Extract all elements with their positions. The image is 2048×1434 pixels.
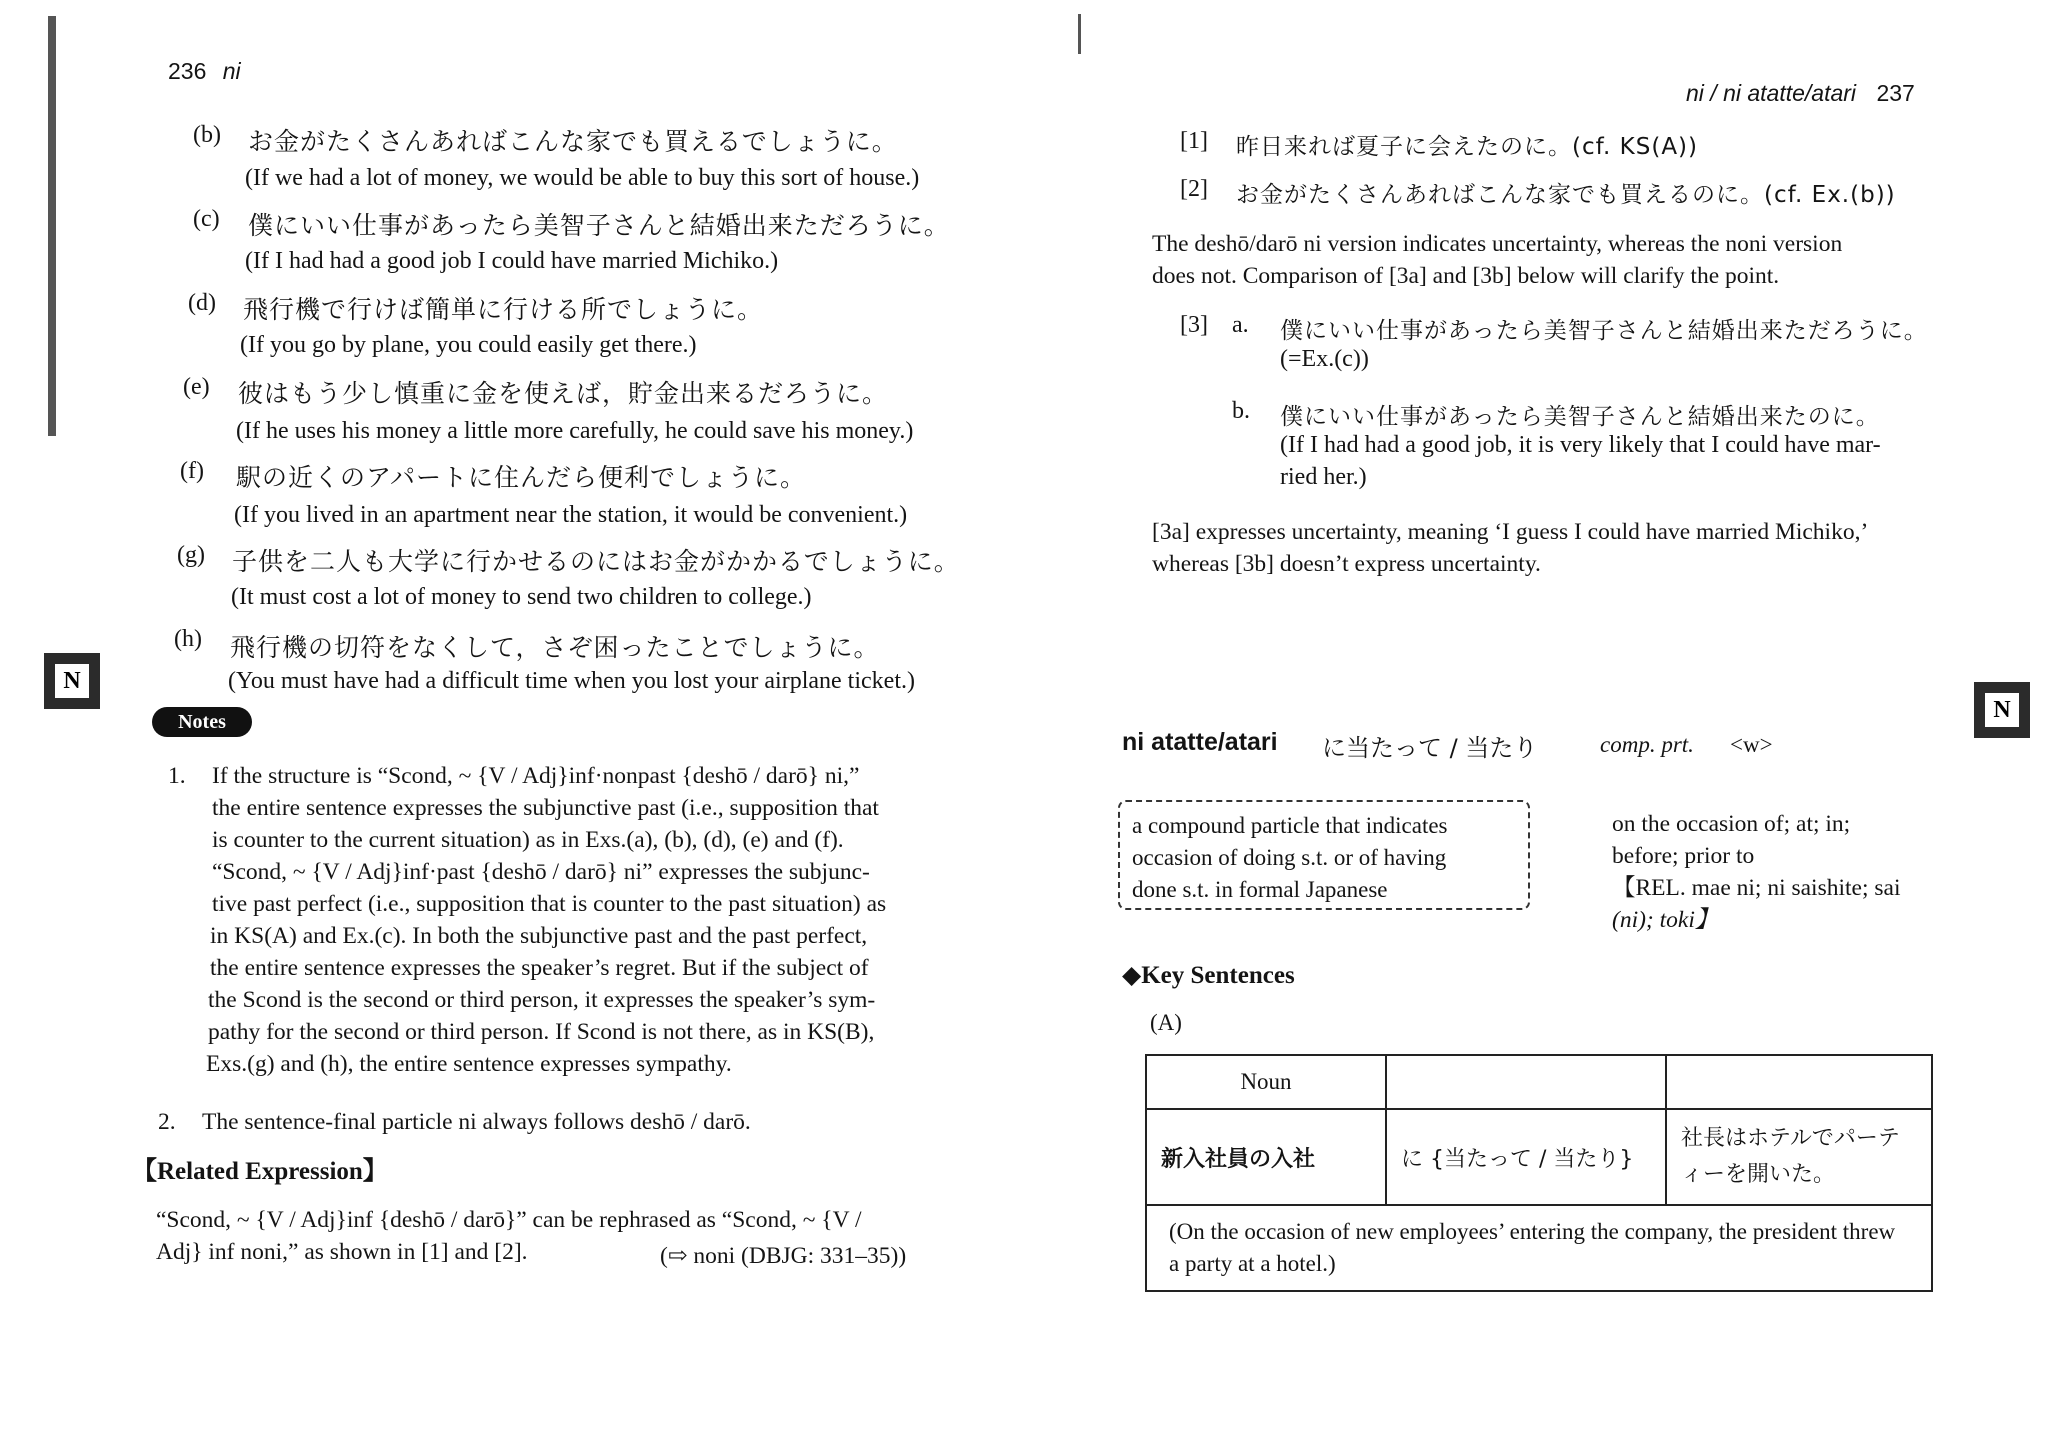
example-english: (If you lived in an apartment near the station, it would be convenient.) (234, 502, 908, 528)
example-japanese: 駅の近くのアパートに住んだら便利でしょうに。 (236, 463, 807, 492)
key-sentence-table (1145, 1054, 1933, 1292)
definition-line: done s.t. in formal Japanese (1132, 877, 1388, 902)
right-page-header (1686, 80, 1915, 107)
note-line: Exs.(g) and (h), the entire sentence expresses sympathy. (206, 1051, 732, 1077)
entry-register: <w> (1730, 732, 1773, 757)
key-sentence-label: (A) (1150, 1010, 1182, 1035)
example-3-label: [3] (1180, 312, 1208, 338)
example-label: (b) (193, 122, 221, 148)
right-page-number: 237 (1876, 80, 1915, 106)
example-1-text: 昨日来れば夏子に会えたのに。(cf. KS(A)) (1236, 134, 1698, 160)
note-1-number: 1. (168, 763, 186, 789)
example-english: (It must cost a lot of money to send two children to college.) (231, 584, 812, 610)
gloss-line: before; prior to (1612, 843, 1755, 869)
definition-line: occasion of doing s.t. or of having (1132, 845, 1447, 870)
notes-badge: Notes (152, 707, 252, 737)
example-3b-english: ried her.) (1280, 464, 1367, 490)
note-line: the entire sentence expresses the subjunctive past (i.e., supposition that (212, 795, 879, 821)
note-line: in KS(A) and Ex.(c). In both the subjunctive past and the past perfect, (210, 923, 868, 949)
note-line: tive past perfect (i.e., supposition that is counter to the past situation) as (212, 891, 887, 917)
example-label: (e) (183, 374, 210, 400)
related-line-1: “Scond, ~ {V / Adj}inf {deshō / darō}” can be rephrased as “Scond, ~ {V / (156, 1207, 862, 1233)
right-running-head: ni / ni atatte/atari (1686, 80, 1857, 106)
right-thumb-tab (1974, 682, 2030, 738)
note-2-text: The sentence-final particle ni always follows deshō / darō. (202, 1109, 751, 1135)
left-thumb-tab (44, 653, 100, 709)
example-label: (d) (188, 290, 216, 316)
example-3a-text: 僕にいい仕事があったら美智子さんと結婚出来ただろうに。 (1280, 318, 1928, 344)
example-english: (If he uses his money a little more carefully, he could save his money.) (236, 418, 914, 444)
note-line: pathy for the second or third person. If Scond is not there, as in KS(B), (208, 1019, 875, 1045)
related-expression-heading: 【Related Expression】 (132, 1158, 388, 1185)
example-2-text: お金がたくさんあればこんな家でも買えるのに。(cf. Ex.(b)) (1236, 182, 1896, 208)
note-line: the entire sentence expresses the speaker’s regret. But if the subject of (210, 955, 869, 981)
gloss-line: on the occasion of; at; in; (1612, 811, 1851, 837)
center-gutter-mark (1078, 14, 1081, 54)
example-label: (f) (180, 458, 204, 484)
example-3a-label: a. (1232, 312, 1249, 338)
entry-part-of-speech: comp. prt. (1600, 732, 1694, 757)
paragraph-2-line: whereas [3b] doesn’t express uncertainty. (1152, 551, 1541, 577)
thumb-tab-letter: N (1985, 693, 2019, 727)
entry-japanese: に当たって / 当たり (1322, 734, 1538, 762)
example-3b-label: b. (1232, 398, 1250, 424)
example-japanese: 彼はもう少し慎重に金を使えば，貯金出来るだろうに。 (238, 379, 889, 408)
example-label: (h) (174, 626, 202, 652)
table-header-cell (1666, 1055, 1932, 1109)
example-1-label: [1] (1180, 128, 1208, 154)
table-cell-particle: に {当たって / 当たり} (1386, 1109, 1666, 1205)
definition-line: a compound particle that indicates (1132, 813, 1448, 838)
table-translation: (On the occasion of new employees’ entering the company, the president threw a party at a hotel.) (1146, 1205, 1932, 1291)
thumb-tab-letter: N (55, 664, 89, 698)
table-row (1146, 1109, 1932, 1205)
left-page-number: 236 (168, 58, 207, 84)
definition-box (1118, 800, 1530, 910)
example-english: (You must have had a difficult time when you lost your airplane ticket.) (228, 668, 915, 694)
table-cell-noun: 新入社員の入社 (1146, 1109, 1386, 1205)
example-3b-text: 僕にいい仕事があったら美智子さんと結婚出来たのに。 (1280, 404, 1880, 430)
example-english: (If we had a lot of money, we would be able to buy this sort of house.) (245, 165, 920, 191)
table-cell-predicate: 社長はホテルでパーティーを開いた。 (1666, 1109, 1932, 1205)
example-english: (If I had had a good job I could have married Michiko.) (245, 248, 779, 274)
related-reference: (⇨ noni (DBJG: 331–35)) (660, 1243, 907, 1269)
example-japanese: 僕にいい仕事があったら美智子さんと結婚出来ただろうに。 (248, 211, 950, 240)
example-english: (If you go by plane, you could easily get there.) (240, 332, 697, 358)
related-entries-line: 【REL. mae ni; ni saishite; sai (1612, 875, 1901, 901)
example-3a-reference: (=Ex.(c)) (1280, 346, 1369, 372)
paragraph-1-line: does not. Comparison of [3a] and [3b] below will clarify the point. (1152, 263, 1780, 289)
note-line: is counter to the current situation) as in Exs.(a), (b), (d), (e) and (f). (212, 827, 844, 853)
left-running-head: ni (222, 58, 241, 84)
related-line-2: Adj} inf noni,” as shown in [1] and [2]. (156, 1239, 528, 1265)
example-label: (g) (177, 542, 205, 568)
table-translation-row (1146, 1205, 1932, 1291)
note-line: If the structure is “Scond, ~ {V / Adj}inf·nonpast {deshō / darō} ni,” (212, 763, 860, 789)
example-3b-english: (If I had had a good job, it is very likely that I could have mar- (1280, 432, 1881, 458)
key-sentences-heading: ◆Key Sentences (1122, 962, 1295, 989)
example-label: (c) (193, 206, 220, 232)
table-header-row (1146, 1055, 1932, 1109)
left-page-header (168, 58, 241, 85)
example-japanese: 飛行機で行けば簡単に行ける所でしょうに。 (243, 295, 764, 324)
entry-title: ni atatte/atari (1122, 728, 1278, 756)
paragraph-2-line: [3a] expresses uncertainty, meaning ‘I guess I could have married Michiko,’ (1152, 519, 1869, 545)
left-scan-edge (48, 16, 56, 436)
note-2-number: 2. (158, 1109, 176, 1135)
table-header-cell (1386, 1055, 1666, 1109)
example-japanese: お金がたくさんあればこんな家でも買えるでしょうに。 (248, 127, 898, 156)
paragraph-1-line: The deshō/darō ni version indicates uncertainty, whereas the noni version (1152, 231, 1843, 257)
note-line: “Scond, ~ {V / Adj}inf·past {deshō / darō} ni” expresses the subjunc- (212, 859, 870, 885)
example-japanese: 飛行機の切符をなくして，さぞ困ったことでしょうに。 (230, 633, 880, 662)
table-header-cell: Noun (1146, 1055, 1386, 1109)
related-entries-line: (ni); toki】 (1612, 907, 1719, 933)
note-line: the Scond is the second or third person, it expresses the speaker’s sym- (208, 987, 876, 1013)
example-japanese: 子供を二人も大学に行かせるのにはお金がかかるでしょうに。 (232, 547, 960, 576)
example-2-label: [2] (1180, 176, 1208, 202)
